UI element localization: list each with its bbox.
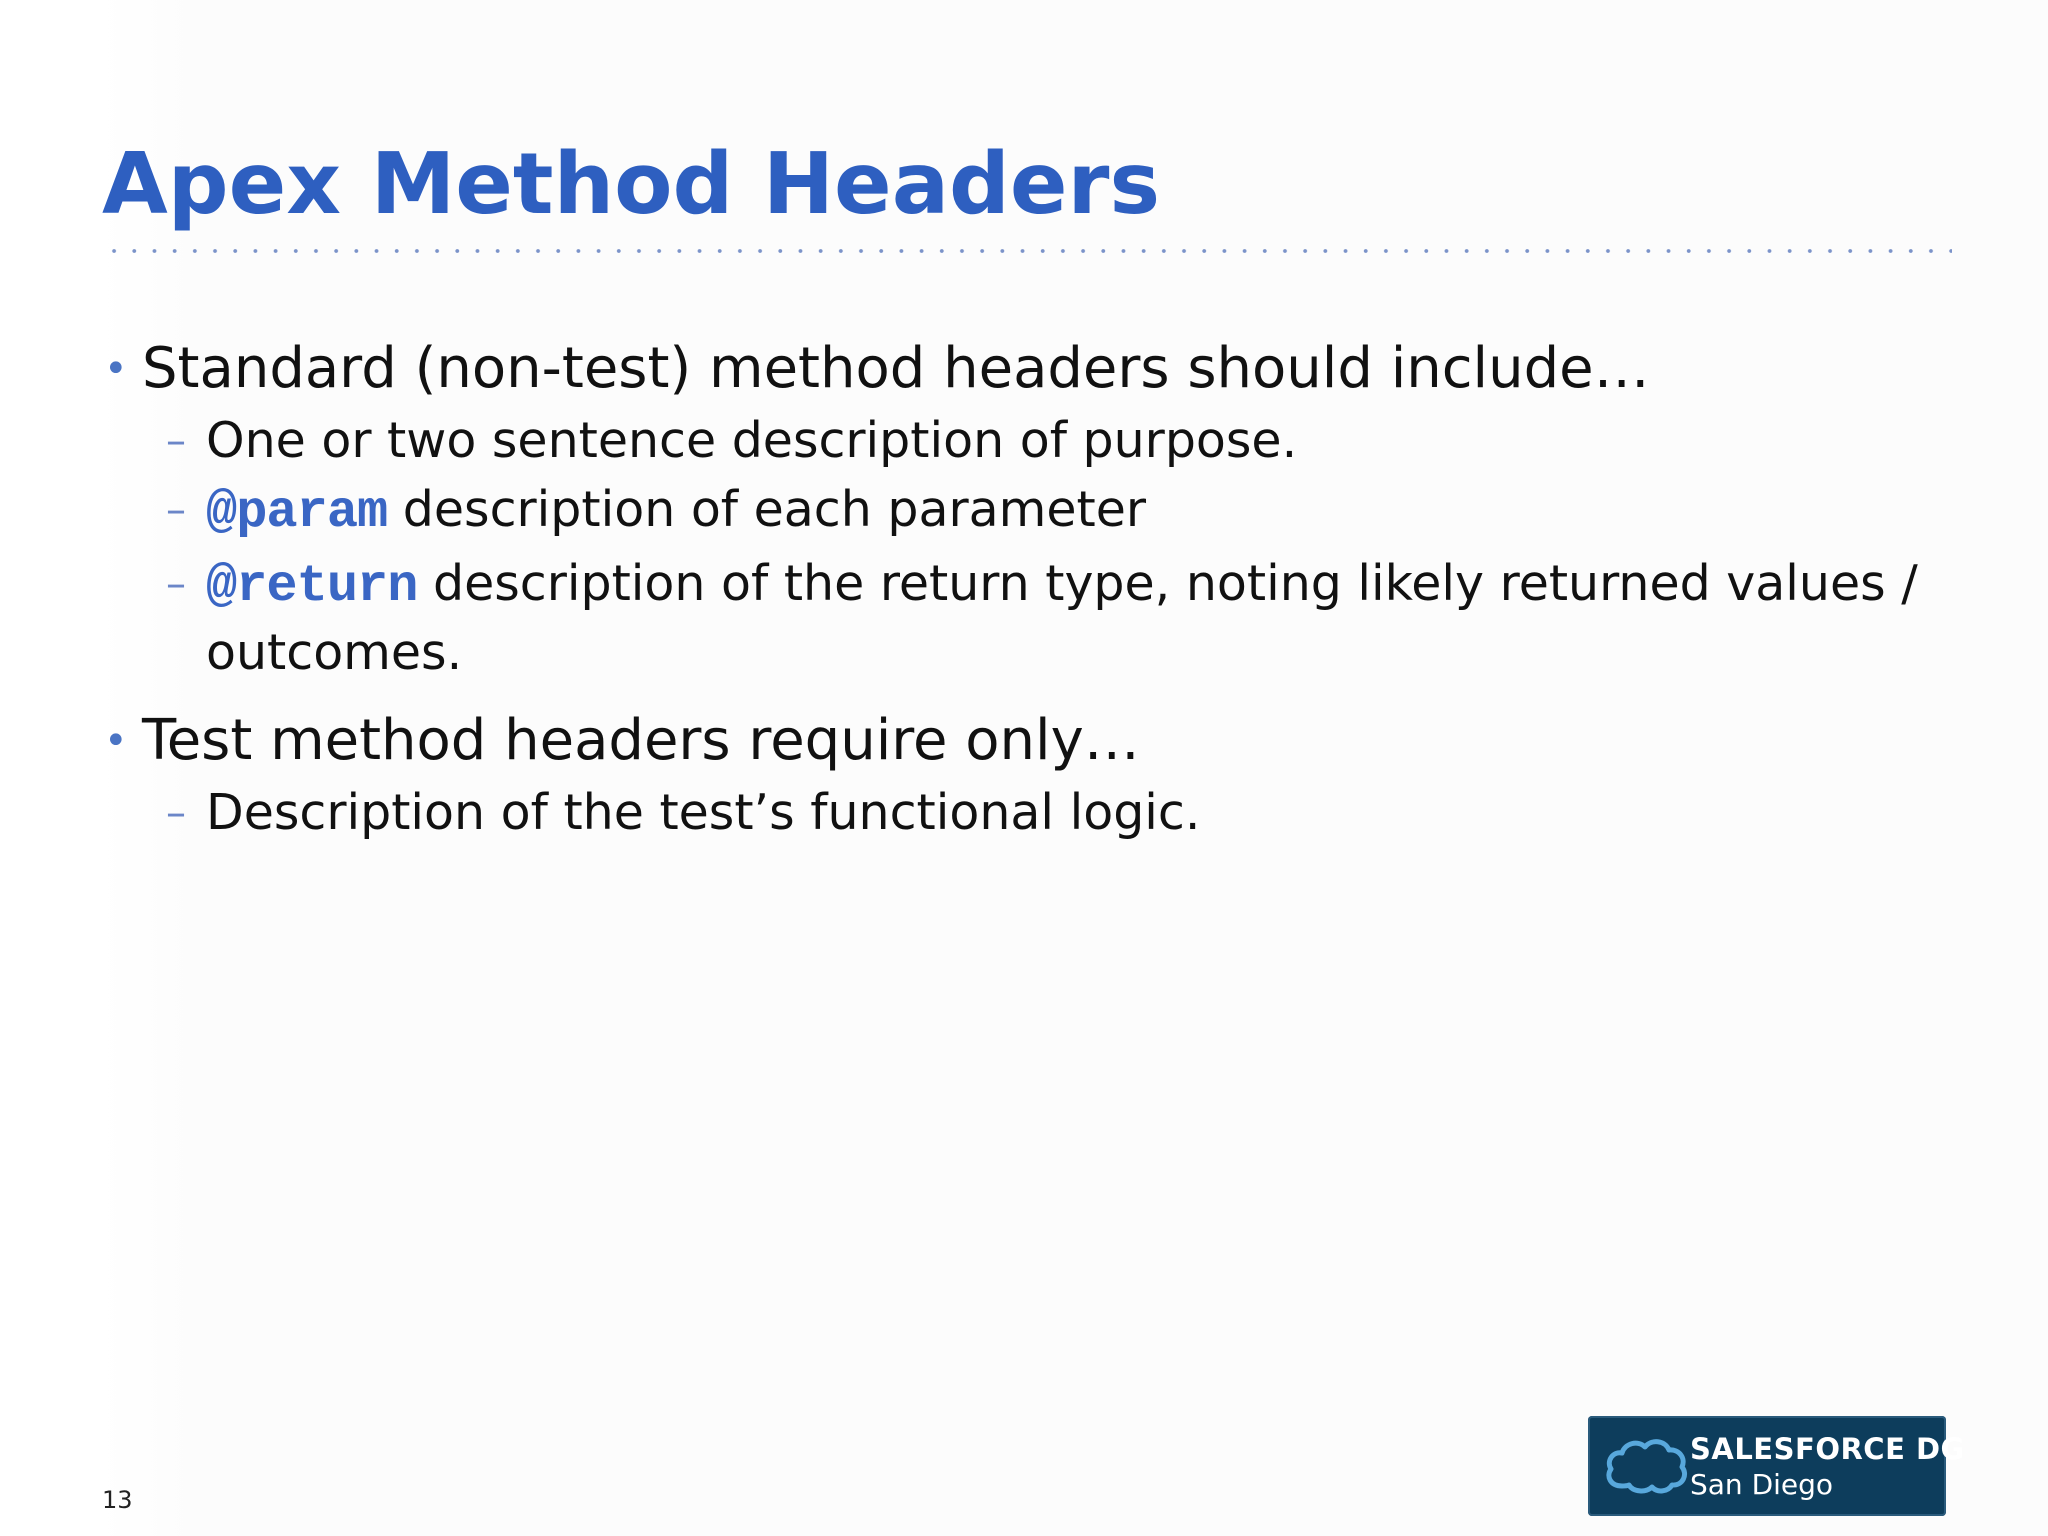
logo-subtitle: San Diego (1690, 1468, 1834, 1501)
sub-bullet-marker: – (166, 561, 186, 607)
code-tag-return: @return (206, 557, 418, 616)
slide-content (104, 330, 1944, 846)
sub-bullet-item (104, 477, 1944, 546)
cloud-icon (1602, 1434, 1688, 1498)
sub-bullet-text: One or two sentence description of purpose. (206, 412, 1298, 469)
bullet-item (104, 702, 1944, 780)
sub-bullet-item (104, 408, 1944, 474)
sub-bullet-item (104, 780, 1944, 846)
sub-bullet-text: Description of the test’s functional logic. (206, 784, 1201, 841)
logo-title: SALESFORCE DG (1690, 1432, 1965, 1466)
bullet-text: Standard (non-test) method headers should include… (142, 336, 1650, 401)
slide-title: Apex Method Headers (102, 135, 1161, 234)
sub-bullet-marker: – (166, 790, 186, 836)
sub-bullet-text: description of each parameter (387, 481, 1147, 538)
bullet-marker: • (104, 718, 128, 764)
code-tag-param: @param (206, 483, 388, 542)
salesforce-dg-logo (1588, 1416, 1965, 1516)
bullet-text: Test method headers require only… (142, 708, 1140, 773)
title-dotted-divider (104, 248, 1952, 254)
sub-bullet-marker: – (166, 418, 186, 464)
sub-bullet-text: description of the return type, noting likely returned values / outcomes. (206, 555, 1918, 681)
bullet-marker: • (104, 346, 128, 392)
sub-bullet-item (104, 551, 1944, 686)
bullet-item (104, 330, 1944, 408)
page-number: 13 (102, 1486, 133, 1514)
sub-bullet-marker: – (166, 487, 186, 533)
